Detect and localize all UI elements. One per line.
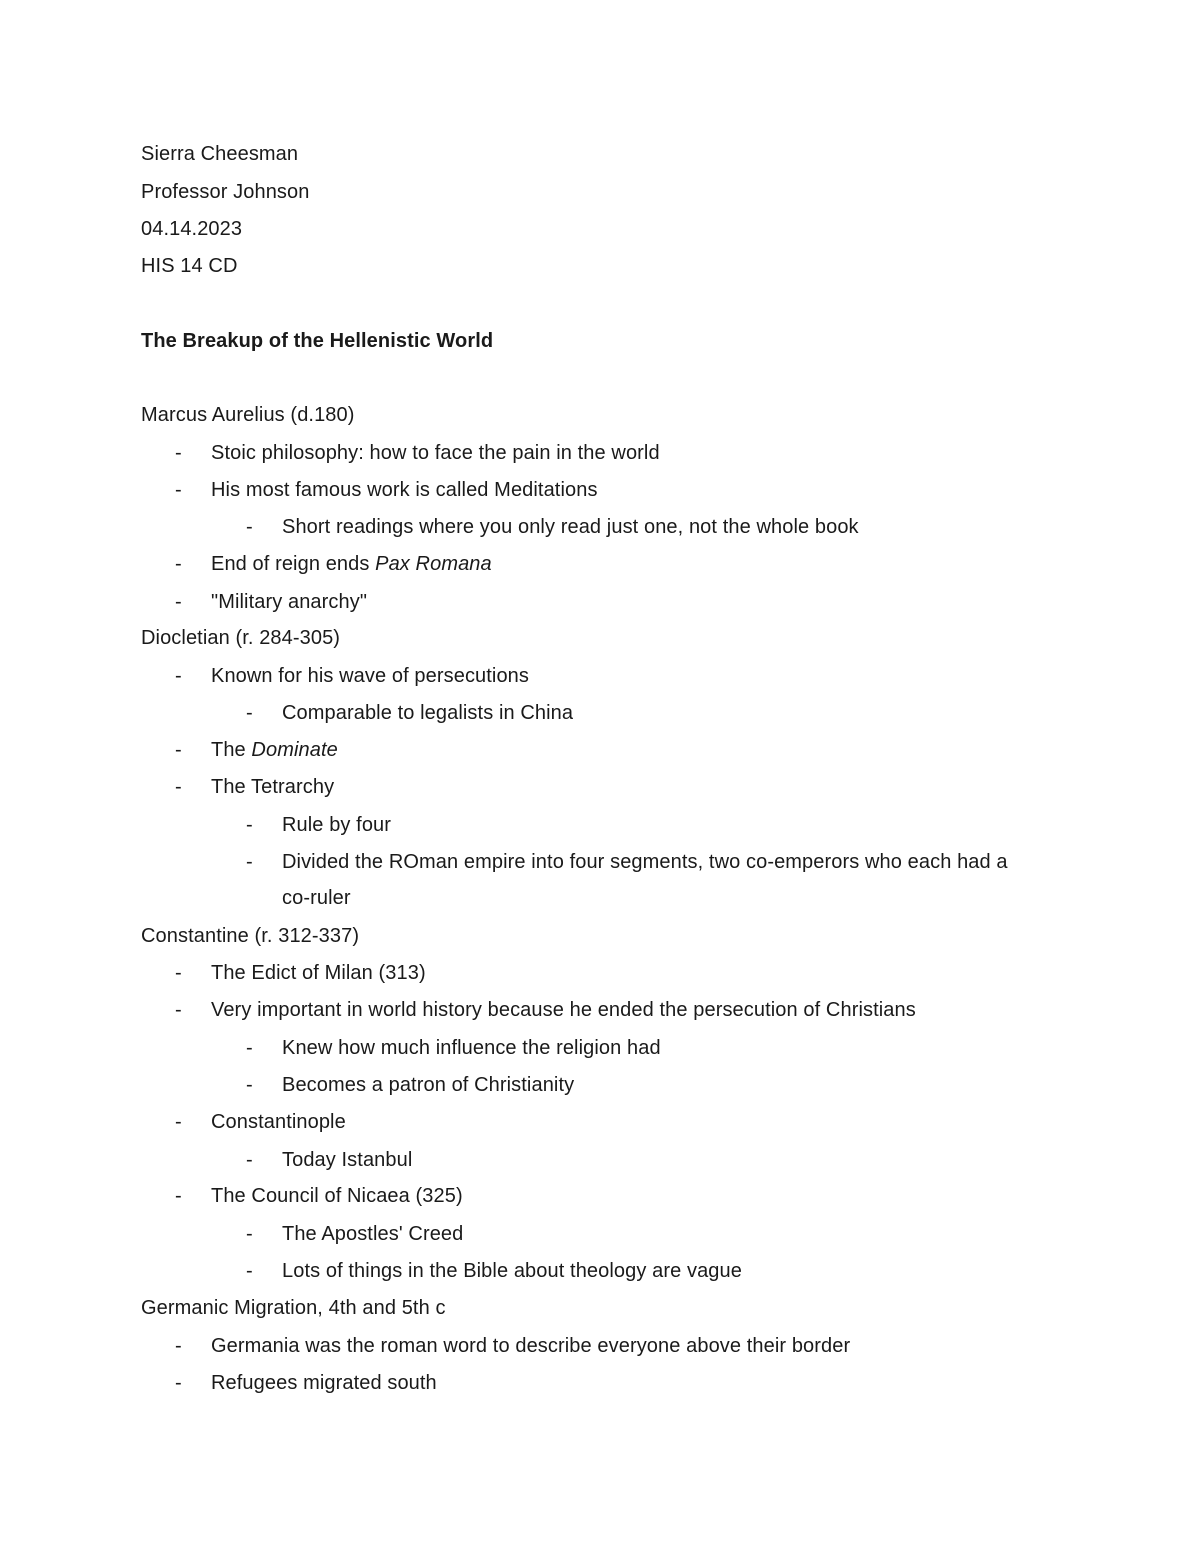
- bullet-dash: -: [175, 999, 182, 1021]
- list-item: Germania was the roman word to describe everyone above their border: [211, 1335, 851, 1357]
- bullet-dash: -: [246, 702, 253, 724]
- bullet-dash: -: [246, 516, 253, 538]
- section-heading-diocletian: Diocletian (r. 284-305): [141, 627, 341, 649]
- student-name: Sierra Cheesman: [141, 143, 299, 165]
- list-item: The Apostles' Creed: [282, 1223, 464, 1245]
- bullet-dash: -: [246, 1074, 253, 1096]
- bullet-dash: -: [175, 1185, 182, 1207]
- section-heading-germanic: Germanic Migration, 4th and 5th c: [141, 1297, 446, 1319]
- bullet-dash: -: [246, 1223, 253, 1245]
- list-item: Today Istanbul: [282, 1149, 413, 1171]
- list-item: Divided the ROman empire into four segments, two co-emperors who each had a: [282, 851, 1008, 873]
- list-item: The Edict of Milan (313): [211, 962, 426, 984]
- bullet-dash: -: [175, 1372, 182, 1394]
- bullet-dash: -: [246, 814, 253, 836]
- professor-name: Professor Johnson: [141, 181, 310, 203]
- bullet-dash: -: [175, 591, 182, 613]
- list-item: "Military anarchy": [211, 591, 368, 613]
- bullet-dash: -: [246, 851, 253, 873]
- bullet-dash: -: [175, 1335, 182, 1357]
- list-item: Refugees migrated south: [211, 1372, 437, 1394]
- list-item: [211, 552, 492, 576]
- list-item: Knew how much influence the religion had: [282, 1037, 661, 1059]
- course-code: HIS 14 CD: [141, 255, 238, 277]
- bullet-dash: -: [246, 1149, 253, 1171]
- bullet-dash: -: [175, 739, 182, 761]
- list-item-text: End of reign ends: [211, 553, 376, 575]
- bullet-dash: -: [175, 1111, 182, 1133]
- bullet-dash: -: [175, 665, 182, 687]
- list-item-text: The: [211, 739, 252, 761]
- italic-term: Pax Romana: [375, 553, 492, 575]
- document-title: The Breakup of the Hellenistic World: [141, 330, 494, 352]
- list-item: Stoic philosophy: how to face the pain in the world: [211, 442, 660, 464]
- bullet-dash: -: [175, 776, 182, 798]
- list-item: Rule by four: [282, 814, 392, 836]
- list-item: Very important in world history because he ended the persecution of Christians: [211, 999, 916, 1021]
- italic-term: Dominate: [251, 739, 338, 761]
- section-heading-constantine: Constantine (r. 312-337): [141, 925, 360, 947]
- list-item: Known for his wave of persecutions: [211, 665, 530, 687]
- bullet-dash: -: [175, 962, 182, 984]
- bullet-dash: -: [175, 553, 182, 575]
- date: 04.14.2023: [141, 218, 243, 240]
- bullet-dash: -: [246, 1260, 253, 1282]
- list-item: His most famous work is called Meditations: [211, 479, 598, 501]
- list-item: Short readings where you only read just one, not the whole book: [282, 516, 859, 538]
- bullet-dash: -: [175, 442, 182, 464]
- list-item: [211, 738, 338, 762]
- list-item: The Tetrarchy: [211, 776, 335, 798]
- list-item: Becomes a patron of Christianity: [282, 1074, 575, 1096]
- bullet-dash: -: [175, 479, 182, 501]
- list-item: Lots of things in the Bible about theology are vague: [282, 1260, 742, 1282]
- list-item-continuation: co-ruler: [282, 887, 351, 909]
- section-heading-marcus: Marcus Aurelius (d.180): [141, 404, 355, 426]
- bullet-dash: -: [246, 1037, 253, 1059]
- list-item: The Council of Nicaea (325): [211, 1185, 463, 1207]
- list-item: Constantinople: [211, 1111, 346, 1133]
- list-item: Comparable to legalists in China: [282, 702, 574, 724]
